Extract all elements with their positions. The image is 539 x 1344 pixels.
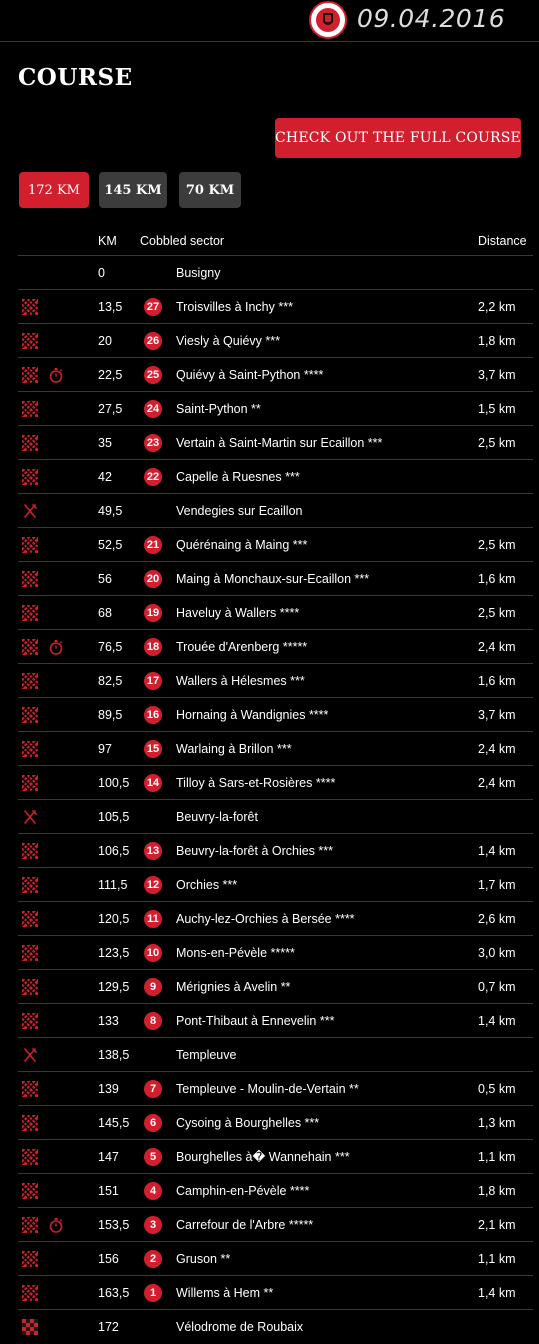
- cobble-icon: [22, 1285, 38, 1301]
- row-distance: 3,7 km: [478, 708, 516, 722]
- cobble-icon: [22, 911, 38, 927]
- row-sector-name: Templeuve: [176, 1048, 237, 1062]
- row-sector-name: Beuvry-la-forêt: [176, 810, 258, 824]
- table-row[interactable]: [18, 1139, 533, 1173]
- feed-icon: [22, 1047, 38, 1063]
- sector-number-badge: 6: [144, 1114, 162, 1132]
- row-distance: 2,6 km: [478, 912, 516, 926]
- row-distance: 2,5 km: [478, 606, 516, 620]
- row-km: 49,5: [98, 504, 123, 518]
- row-sector-name: Haveluy à Wallers ****: [176, 606, 300, 620]
- sector-number-badge: 1: [144, 1284, 162, 1302]
- race-logo[interactable]: [309, 1, 347, 39]
- row-sector-name: Saint-Python **: [176, 402, 261, 416]
- cobble-icon: [22, 537, 38, 553]
- row-km: 106,5: [98, 844, 130, 858]
- row-distance: 1,3 km: [478, 1116, 516, 1130]
- feed-icon: [22, 503, 38, 519]
- sector-number-badge: 16: [144, 706, 162, 724]
- row-km: 89,5: [98, 708, 123, 722]
- table-row[interactable]: [18, 425, 533, 459]
- table-row[interactable]: [18, 527, 533, 561]
- row-sector-name: Carrefour de l'Arbre *****: [176, 1218, 314, 1232]
- row-distance: 1,6 km: [478, 572, 516, 586]
- row-km: 82,5: [98, 674, 123, 688]
- row-sector-name: Tilloy à Sars-et-Rosières ****: [176, 776, 336, 790]
- table-row[interactable]: [18, 323, 533, 357]
- table-row[interactable]: [18, 1173, 533, 1207]
- cobble-icon: [22, 1251, 38, 1267]
- cobble-icon: [22, 571, 38, 587]
- table-row[interactable]: [18, 697, 533, 731]
- row-distance: 1,8 km: [478, 1184, 516, 1198]
- table-row[interactable]: [18, 901, 533, 935]
- row-km: 42: [98, 470, 112, 484]
- finish-flag-icon: [22, 1319, 38, 1335]
- row-km: 68: [98, 606, 112, 620]
- row-distance: 1,6 km: [478, 674, 516, 688]
- table-header: [0, 234, 539, 254]
- row-km: 133: [98, 1014, 119, 1028]
- table-row[interactable]: [18, 935, 533, 969]
- row-sector-name: Quiévy à Saint-Python ****: [176, 368, 324, 382]
- sector-number-badge: 7: [144, 1080, 162, 1098]
- row-distance: 1,4 km: [478, 844, 516, 858]
- row-distance: 3,0 km: [478, 946, 516, 960]
- sector-number-badge: 18: [144, 638, 162, 656]
- row-km: 145,5: [98, 1116, 130, 1130]
- row-sector-name: Auchy-lez-Orchies à Bersée ****: [176, 912, 355, 926]
- row-sector-name: Camphin-en-Pévèle ****: [176, 1184, 310, 1198]
- sector-number-badge: 23: [144, 434, 162, 452]
- row-km: 147: [98, 1150, 119, 1164]
- sector-number-badge: 13: [144, 842, 162, 860]
- row-sector-name: Quérénaing à Maing ***: [176, 538, 308, 552]
- event-date: 09.04.2016: [357, 4, 506, 33]
- row-distance: 2,5 km: [478, 538, 516, 552]
- cobble-icon: [22, 1115, 38, 1131]
- row-sector-name: Vélodrome de Roubaix: [176, 1320, 304, 1334]
- cobble-icon: [22, 435, 38, 451]
- row-km: 123,5: [98, 946, 130, 960]
- row-km: 27,5: [98, 402, 123, 416]
- cobble-icon: [22, 843, 38, 859]
- row-km: 35: [98, 436, 112, 450]
- stopwatch-icon: [48, 367, 64, 383]
- table-row[interactable]: [18, 493, 533, 527]
- sector-number-badge: 24: [144, 400, 162, 418]
- row-km: 172: [98, 1320, 119, 1334]
- table-row[interactable]: [18, 1207, 533, 1241]
- row-distance: 1,1 km: [478, 1252, 516, 1266]
- row-distance: 1,5 km: [478, 402, 516, 416]
- km-column-header: KM: [98, 234, 117, 248]
- row-distance: 2,4 km: [478, 742, 516, 756]
- row-sector-name: Beuvry-la-forêt à Orchies ***: [176, 844, 334, 858]
- table-row[interactable]: [18, 629, 533, 663]
- cobble-icon: [22, 299, 38, 315]
- sector-number-badge: 27: [144, 298, 162, 316]
- sector-number-badge: 9: [144, 978, 162, 996]
- sector-number-badge: 4: [144, 1182, 162, 1200]
- sector-number-badge: 5: [144, 1148, 162, 1166]
- row-sector-name: Hornaing à Wandignies ****: [176, 708, 329, 722]
- row-km: 163,5: [98, 1286, 130, 1300]
- sector-number-badge: 19: [144, 604, 162, 622]
- table-row[interactable]: [18, 255, 533, 289]
- table-row[interactable]: [18, 595, 533, 629]
- cobble-icon: [22, 707, 38, 723]
- table-row[interactable]: [18, 1003, 533, 1037]
- row-sector-name: Vendegies sur Ecaillon: [176, 504, 303, 518]
- table-row[interactable]: [18, 1105, 533, 1139]
- cobble-icon: [22, 1183, 38, 1199]
- row-km: 105,5: [98, 810, 130, 824]
- sector-number-badge: 10: [144, 944, 162, 962]
- row-km: 153,5: [98, 1218, 130, 1232]
- table-row[interactable]: [18, 1275, 533, 1309]
- stopwatch-icon: [48, 1217, 64, 1233]
- tab-145-km[interactable]: 145 KM: [99, 172, 167, 208]
- row-distance: 1,1 km: [478, 1150, 516, 1164]
- sector-number-badge: 8: [144, 1012, 162, 1030]
- row-sector-name: Gruson **: [176, 1252, 231, 1266]
- row-distance: 3,7 km: [478, 368, 516, 382]
- tab-172-km[interactable]: 172 KM: [19, 172, 89, 208]
- row-distance: 1,4 km: [478, 1286, 516, 1300]
- row-km: 76,5: [98, 640, 123, 654]
- row-sector-name: Warlaing à Brillon ***: [176, 742, 292, 756]
- table-row[interactable]: [18, 799, 533, 833]
- row-sector-name: Trouée d'Arenberg *****: [176, 640, 308, 654]
- row-distance: 0,5 km: [478, 1082, 516, 1096]
- row-sector-name: Capelle à Ruesnes ***: [176, 470, 300, 484]
- cobble-icon: [22, 605, 38, 621]
- table-row[interactable]: [18, 867, 533, 901]
- cobble-icon: [22, 333, 38, 349]
- cobble-icon: [22, 877, 38, 893]
- row-sector-name: Troisvilles à Inchy ***: [176, 300, 293, 314]
- cobble-icon: [22, 639, 38, 655]
- row-km: 22,5: [98, 368, 123, 382]
- row-sector-name: Pont-Thibaut à Ennevelin ***: [176, 1014, 335, 1028]
- row-distance: 2,5 km: [478, 436, 516, 450]
- row-sector-name: Willems à Hem **: [176, 1286, 274, 1300]
- cobble-icon: [22, 367, 38, 383]
- row-km: 111,5: [98, 878, 128, 892]
- sector-number-badge: 20: [144, 570, 162, 588]
- row-distance: 1,8 km: [478, 334, 516, 348]
- row-km: 52,5: [98, 538, 123, 552]
- row-sector-name: Busigny: [176, 266, 221, 280]
- distance-column-header: Distance: [478, 234, 527, 248]
- cobble-icon: [22, 979, 38, 995]
- sector-number-badge: 26: [144, 332, 162, 350]
- sector-number-badge: 11: [144, 910, 162, 928]
- row-km: 100,5: [98, 776, 130, 790]
- page-title: COURSE: [18, 64, 133, 91]
- row-sector-name: Wallers à Hélesmes ***: [176, 674, 305, 688]
- row-km: 97: [98, 742, 112, 756]
- cobble-icon: [22, 1217, 38, 1233]
- row-distance: 2,4 km: [478, 776, 516, 790]
- table-row[interactable]: [18, 1037, 533, 1071]
- table-row[interactable]: [18, 765, 533, 799]
- sector-number-badge: 22: [144, 468, 162, 486]
- table-row[interactable]: [18, 1071, 533, 1105]
- cobble-icon: [22, 401, 38, 417]
- table-row[interactable]: [18, 289, 533, 323]
- row-km: 56: [98, 572, 112, 586]
- row-sector-name: Vertain à Saint-Martin sur Ecaillon ***: [176, 436, 383, 450]
- cobble-icon: [22, 1081, 38, 1097]
- table-row[interactable]: [18, 1309, 533, 1343]
- sector-number-badge: 3: [144, 1216, 162, 1234]
- row-km: 20: [98, 334, 112, 348]
- sector-number-badge: 25: [144, 366, 162, 384]
- cobble-icon: [22, 1149, 38, 1165]
- cobble-icon: [22, 945, 38, 961]
- row-distance: 0,7 km: [478, 980, 516, 994]
- full-course-button[interactable]: CHECK OUT THE FULL COURSE: [275, 118, 521, 158]
- cobble-icon: [22, 775, 38, 791]
- sector-table: [18, 255, 533, 1343]
- table-row[interactable]: [18, 1241, 533, 1275]
- row-distance: 2,1 km: [478, 1218, 516, 1232]
- row-distance: 1,4 km: [478, 1014, 516, 1028]
- sector-number-badge: 14: [144, 774, 162, 792]
- cobble-icon: [22, 673, 38, 689]
- sector-column-header: Cobbled sector: [140, 234, 225, 248]
- row-km: 138,5: [98, 1048, 130, 1062]
- row-distance: 2,2 km: [478, 300, 516, 314]
- sector-number-badge: 17: [144, 672, 162, 690]
- row-km: 151: [98, 1184, 119, 1198]
- sector-number-badge: 2: [144, 1250, 162, 1268]
- row-km: 13,5: [98, 300, 123, 314]
- sector-number-badge: 12: [144, 876, 162, 894]
- row-sector-name: Mons-en-Pévèle *****: [176, 946, 295, 960]
- table-row[interactable]: [18, 357, 533, 391]
- row-km: 139: [98, 1082, 119, 1096]
- row-sector-name: Templeuve - Moulin-de-Vertain **: [176, 1082, 359, 1096]
- table-row[interactable]: [18, 663, 533, 697]
- table-row[interactable]: [18, 459, 533, 493]
- table-row[interactable]: [18, 561, 533, 595]
- row-sector-name: Viesly à Quiévy ***: [176, 334, 280, 348]
- row-distance: 1,7 km: [478, 878, 516, 892]
- cobble-icon: [22, 1013, 38, 1029]
- row-km: 156: [98, 1252, 119, 1266]
- row-sector-name: Bourghelles à� Wannehain ***: [176, 1150, 350, 1164]
- sector-number-badge: 21: [144, 536, 162, 554]
- top-bar: [0, 0, 539, 42]
- row-sector-name: Maing à Monchaux-sur-Ecaillon ***: [176, 572, 370, 586]
- row-sector-name: Mérignies à Avelin **: [176, 980, 291, 994]
- tab-70-km[interactable]: 70 KM: [179, 172, 241, 208]
- table-row[interactable]: [18, 969, 533, 1003]
- feed-icon: [22, 809, 38, 825]
- row-km: 129,5: [98, 980, 130, 994]
- stopwatch-icon: [48, 639, 64, 655]
- row-km: 0: [98, 266, 105, 280]
- row-sector-name: Orchies ***: [176, 878, 238, 892]
- row-distance: 2,4 km: [478, 640, 516, 654]
- table-row[interactable]: [18, 731, 533, 765]
- table-row[interactable]: [18, 833, 533, 867]
- table-row[interactable]: [18, 391, 533, 425]
- row-sector-name: Cysoing à Bourghelles ***: [176, 1116, 320, 1130]
- cobble-icon: [22, 741, 38, 757]
- cobble-icon: [22, 469, 38, 485]
- sector-number-badge: 15: [144, 740, 162, 758]
- row-km: 120,5: [98, 912, 130, 926]
